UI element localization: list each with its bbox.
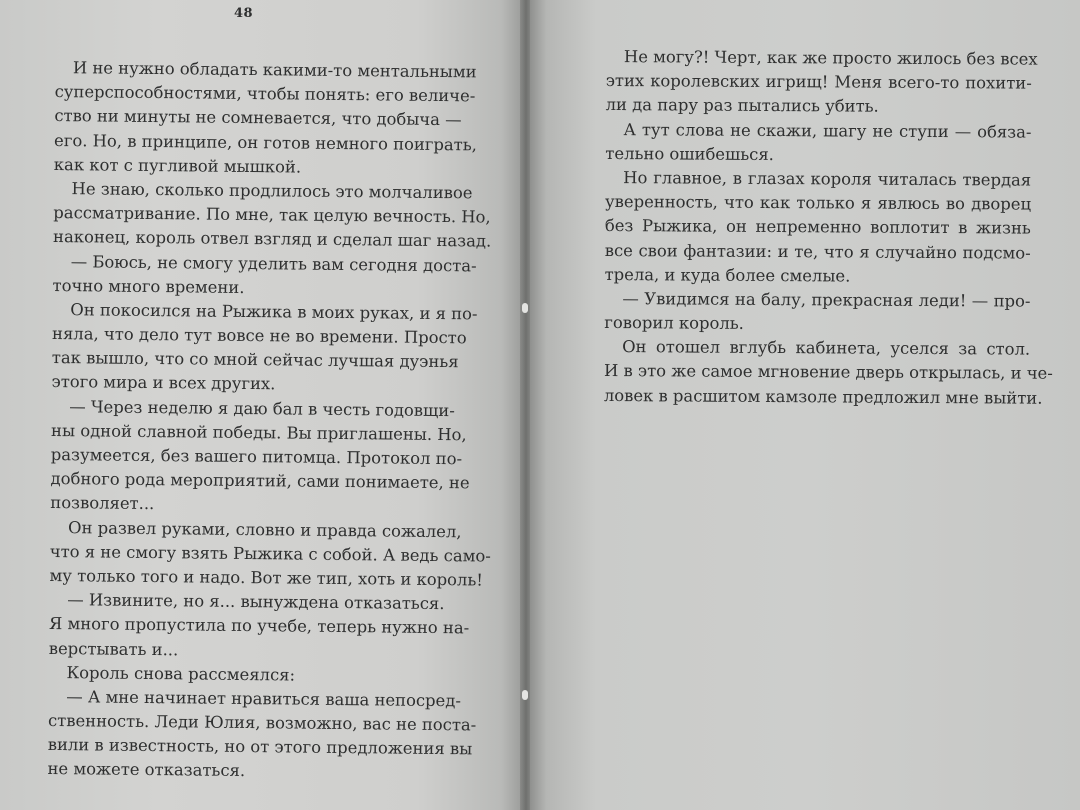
text-line: трела, и куда более смелые. — [604, 264, 851, 286]
text-line: без Рыжика, он непременно воплотит в жизнь — [604, 216, 1031, 238]
text-line: говорил король. — [604, 313, 744, 333]
text-line: уверенность, что как только я явлюсь во дворец — [604, 192, 1032, 214]
right-page-text — [603, 45, 1053, 410]
text-line: Не знаю, сколько продлилось это молчаливое — [71, 179, 473, 203]
text-line: — Увидимся на балу, прекрасная леди! — про- — [622, 288, 1031, 311]
text-line: что я не смогу взять Рыжика с собой. А ведь само- — [49, 541, 491, 566]
text-line: Я много пропустила по учебе, теперь нужно на- — [48, 614, 470, 638]
text-line: няла, что дело тут вовсе не во времени. Просто — [51, 324, 467, 348]
text-line: разумеется, без вашего питомца. Протокол по- — [50, 444, 463, 469]
text-line: так вышло, что со мной сейчас лучшая дуэнья — [51, 348, 459, 372]
text-line: позволяет... — [50, 493, 155, 514]
page-number: 48 — [234, 6, 254, 21]
text-line: ли да пару раз пытались убить. — [605, 95, 879, 117]
text-line: верстывать и... — [48, 638, 179, 659]
text-line: ны одной славной победы. Вы приглашены. Но, — [50, 420, 467, 445]
binding-stitch — [522, 303, 528, 313]
text-line: наконец, король отвел взгляд и сделал шаг назад. — [53, 227, 492, 251]
text-line: как кот с пугливой мышкой. — [53, 154, 302, 177]
text-line: вили в известность, но от этого предложения вы — [47, 735, 473, 759]
text-line: Он покосился на Рыжика в моих руках, и я по- — [70, 300, 478, 324]
text-line: не можете отказаться. — [47, 759, 246, 781]
text-line: суперспособностями, чтобы понять: его величе- — [54, 82, 476, 106]
text-line: добного рода мероприятий, сами понимаете, не — [50, 469, 470, 493]
text-line: этого мира и всех других. — [51, 372, 276, 394]
text-line: Он отошел вглубь кабинета, уселся за стол. — [622, 337, 1031, 359]
right-page — [530, 0, 1080, 810]
text-line: — А мне начинает нравиться ваша непосред- — [66, 687, 462, 711]
text-line: Король снова рассмеялся: — [66, 662, 296, 685]
left-page-text — [47, 56, 492, 786]
text-line: ловек в расшитом камзоле предложил мне выйти. — [603, 385, 1043, 408]
binding-stitch — [522, 690, 528, 700]
text-line: И в это же самое мгновение дверь открылась, и че- — [603, 361, 1053, 384]
text-line: А тут слова не скажи, шагу не ступи — обяза- — [623, 119, 1032, 142]
text-line: рассматривание. По мне, так целую вечность. Но, — [53, 203, 491, 227]
text-line: Не могу?! Черт, как же просто жилось без всех — [623, 47, 1038, 69]
text-line: ство ни минуты не сомневается, что добыча — — [54, 106, 462, 130]
text-line: Но главное, в глазах короля читалась твердая — [623, 168, 1032, 190]
text-line: — Извините, но я... вынуждена отказаться. — [67, 590, 445, 614]
text-line: — Через неделю я даю бал в честь годовщи- — [69, 396, 455, 420]
text-line: его. Но, в принципе, он готов немного поиграть, — [54, 130, 478, 154]
text-line: И не нужно обладать какими-то ментальными — [72, 58, 477, 82]
text-line: все свои фантазии: и те, что я случайно подсмо- — [604, 240, 1031, 263]
text-line: Он развел руками, словно и правда сожалел, — [67, 517, 462, 541]
text-line: — Боюсь, не смогу уделить вам сегодня доста- — [70, 251, 477, 275]
text-line: тельно ошибешься. — [605, 143, 775, 164]
left-page — [0, 0, 522, 810]
text-line: точно много времени. — [52, 275, 245, 297]
text-line: му только того и надо. Вот же тип, хоть и король! — [49, 565, 484, 590]
text-line: этих королевских игрищ! Меня всего-то похити- — [605, 71, 1032, 93]
text-line: ственность. Леди Юлия, возможно, вас не поста- — [47, 711, 477, 735]
